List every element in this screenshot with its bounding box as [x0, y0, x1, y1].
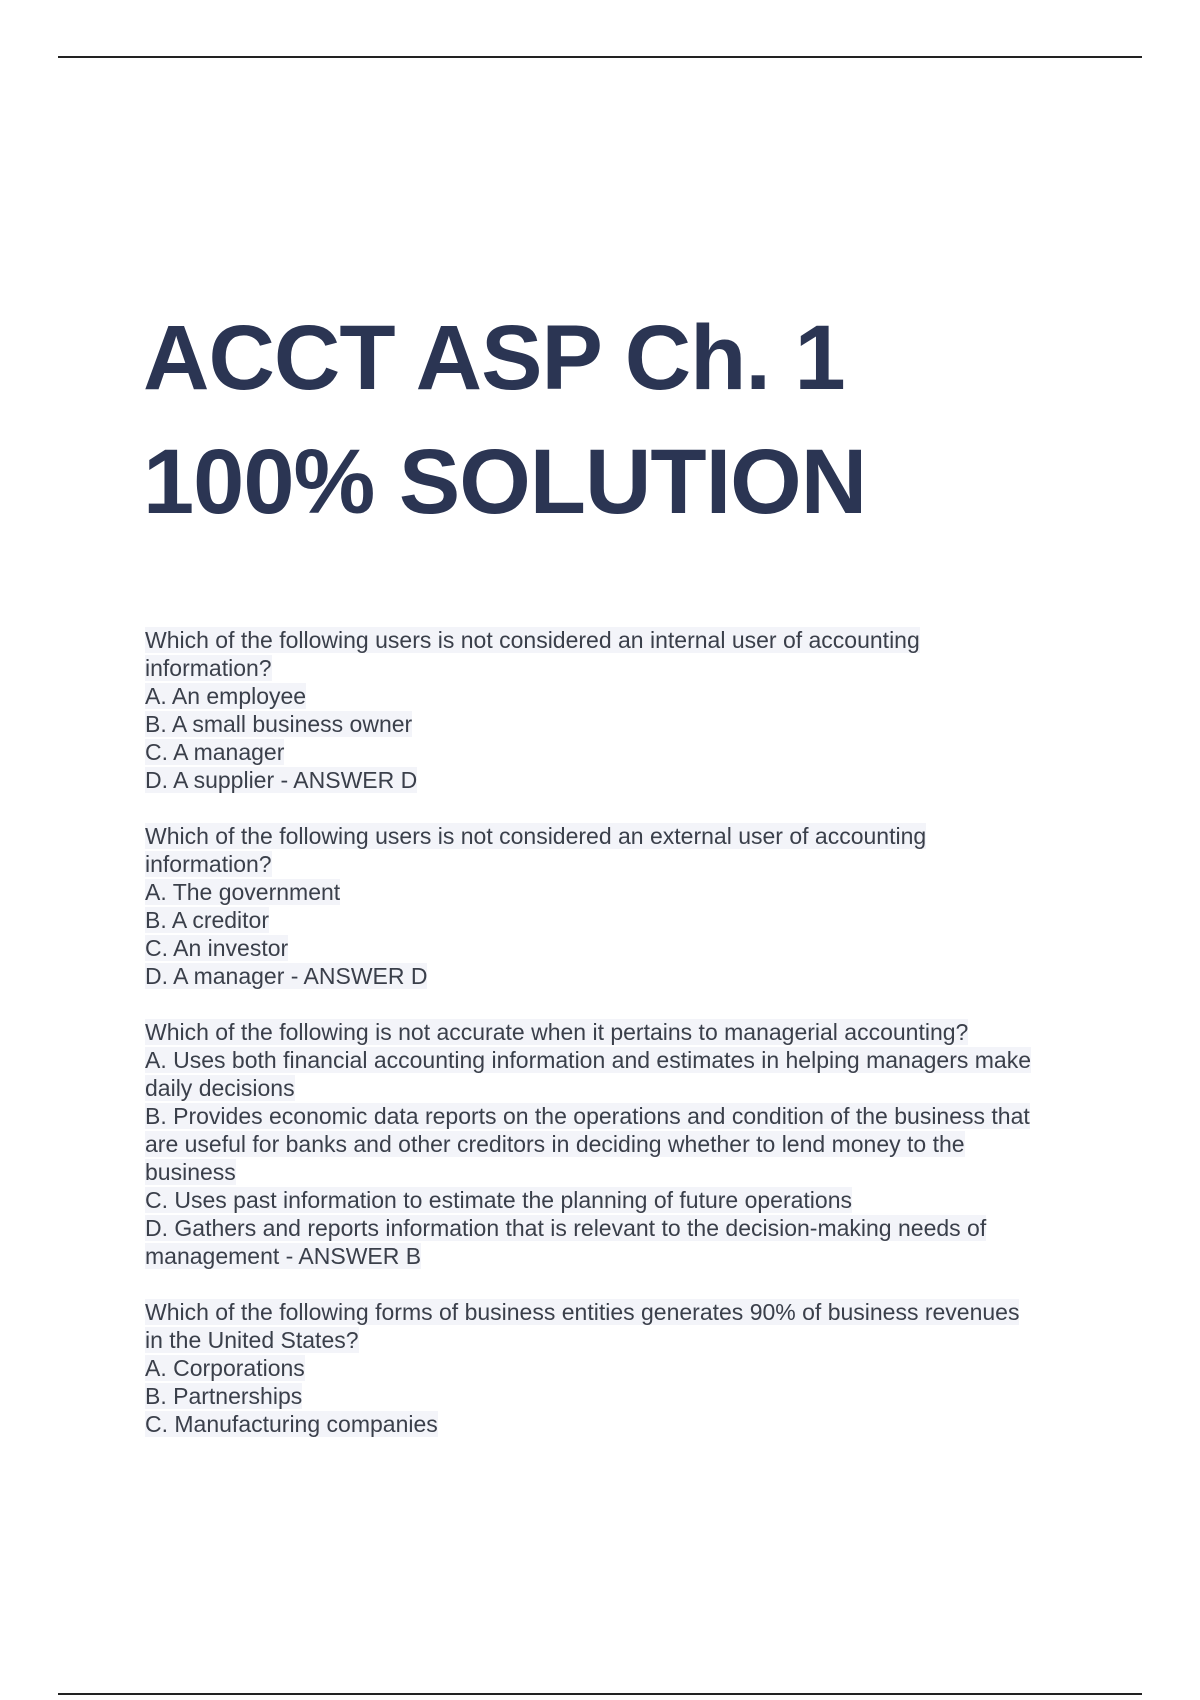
question-text: Which of the following users is not considered an internal user of accounting — [145, 627, 920, 653]
question-text: in the United States? — [145, 1327, 359, 1353]
answer-option: daily decisions — [145, 1075, 295, 1101]
answer-option: B. A creditor — [145, 907, 270, 933]
question-list — [145, 626, 1105, 1466]
question-block-3 — [145, 1018, 1105, 1270]
answer-option: business — [145, 1159, 236, 1185]
answer-option-with-key: management - ANSWER B — [145, 1243, 422, 1269]
answer-option: C. An investor — [145, 935, 289, 961]
answer-option: are useful for banks and other creditors in deciding whether to lend money to the — [145, 1131, 965, 1157]
question-text: information? — [145, 851, 272, 877]
question-block-4 — [145, 1298, 1105, 1438]
page-title — [143, 296, 1103, 544]
answer-option: C. Uses past information to estimate the planning of future operations — [145, 1187, 853, 1213]
answer-option: B. Provides economic data reports on the operations and condition of the business that — [145, 1103, 1030, 1129]
answer-option: A. An employee — [145, 683, 307, 709]
answer-option: B. A small business owner — [145, 711, 413, 737]
title-line-2: 100% SOLUTION — [143, 431, 867, 533]
answer-option: C. A manager — [145, 739, 285, 765]
answer-option: A. The government — [145, 879, 341, 905]
question-block-1 — [145, 626, 1105, 794]
answer-option-with-key: D. A manager - ANSWER D — [145, 963, 428, 989]
top-rule — [58, 56, 1142, 58]
title-line-1: ACCT ASP Ch. 1 — [143, 307, 845, 409]
question-text: Which of the following users is not considered an external user of accounting — [145, 823, 927, 849]
question-text: Which of the following is not accurate when it pertains to managerial accounting? — [145, 1019, 969, 1045]
bottom-rule — [58, 1693, 1142, 1695]
answer-option: B. Partnerships — [145, 1383, 303, 1409]
answer-option-with-key: D. A supplier - ANSWER D — [145, 767, 418, 793]
question-block-2 — [145, 822, 1105, 990]
answer-option: A. Corporations — [145, 1355, 305, 1381]
answer-option: D. Gathers and reports information that is relevant to the decision-making needs of — [145, 1215, 987, 1241]
answer-option: C. Manufacturing companies — [145, 1411, 438, 1437]
answer-option: A. Uses both financial accounting information and estimates in helping managers make — [145, 1047, 1031, 1073]
question-text: Which of the following forms of business entities generates 90% of business revenues — [145, 1299, 1020, 1325]
question-text: information? — [145, 655, 272, 681]
